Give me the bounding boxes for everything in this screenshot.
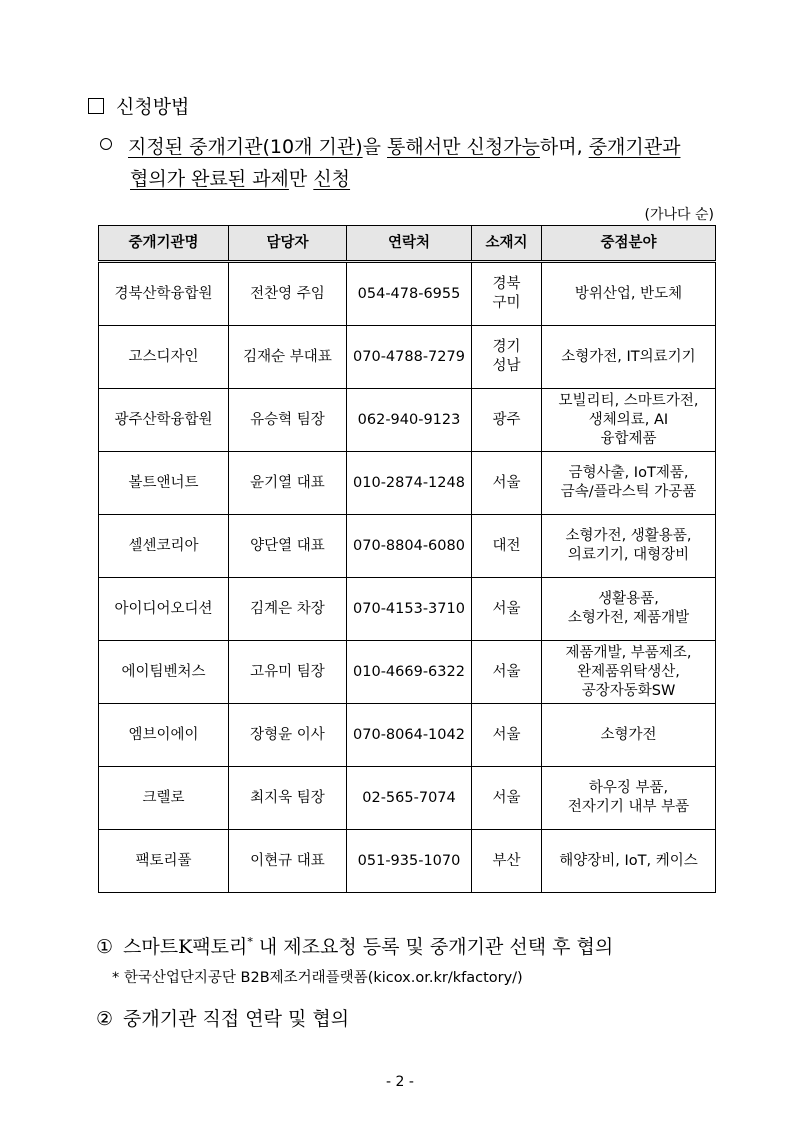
cell-location xyxy=(472,389,542,452)
location-line: 서울 xyxy=(492,474,521,491)
bullet-text-apply: 신청 xyxy=(313,168,351,190)
cell-focus-area xyxy=(542,767,716,830)
cell-contact-person: 이현규 대표 xyxy=(229,830,347,893)
cell-contact-person: 윤기열 대표 xyxy=(229,452,347,515)
header-agency-name: 중개기관명 xyxy=(99,226,229,262)
focus-line: 하우징 부품, xyxy=(588,780,669,796)
table-row xyxy=(99,704,716,767)
section-title-text: 신청방법 xyxy=(116,96,190,118)
header-focus-area: 중점분야 xyxy=(542,226,716,262)
cell-location xyxy=(472,830,542,893)
table-row xyxy=(99,452,716,515)
focus-line: 완제품위탁생산, xyxy=(577,663,680,680)
focus-line: 생체의료, AI xyxy=(588,411,669,428)
step-1-text: 내 제조요청 등록 및 중개기관 선택 후 협의 xyxy=(252,936,614,958)
cell-phone: 010-4669-6322 xyxy=(347,641,472,704)
focus-line: 방위산업, 반도체 xyxy=(574,285,683,302)
cell-focus-area xyxy=(542,641,716,704)
table-row xyxy=(99,830,716,893)
cell-location xyxy=(472,641,542,704)
table-row xyxy=(99,262,716,326)
location-line: 서울 xyxy=(492,600,521,617)
focus-line: 금형사출, IoT제품, xyxy=(568,465,689,481)
cell-agency-name: 경북산학융합원 xyxy=(99,262,229,326)
focus-line: 소형가전, 생활용품, xyxy=(565,528,692,544)
cell-agency-name: 에이팀벤처스 xyxy=(99,641,229,704)
table-row xyxy=(99,515,716,578)
location-line: 경북 xyxy=(492,276,521,292)
header-contact-person: 담당자 xyxy=(229,226,347,262)
cell-phone: 070-4788-7279 xyxy=(347,326,472,389)
cell-agency-name: 팩토리풀 xyxy=(99,830,229,893)
location-line: 서울 xyxy=(492,663,521,680)
bullet-line-2 xyxy=(130,164,350,191)
cell-location xyxy=(472,262,542,326)
cell-agency-name: 크렐로 xyxy=(99,767,229,830)
cell-location xyxy=(472,515,542,578)
cell-location xyxy=(472,578,542,641)
focus-line: 전자기기 내부 부품 xyxy=(567,799,690,815)
cell-phone: 062-940-9123 xyxy=(347,389,472,452)
cell-contact-person: 김계은 차장 xyxy=(229,578,347,641)
location-line: 구미 xyxy=(492,295,521,311)
circle-bullet-icon xyxy=(100,138,112,150)
cell-phone: 051-935-1070 xyxy=(347,830,472,893)
table-row xyxy=(99,767,716,830)
agency-table xyxy=(98,225,716,893)
step-1-number: ① xyxy=(96,936,114,958)
table-row xyxy=(99,389,716,452)
cell-focus-area xyxy=(542,452,716,515)
cell-focus-area xyxy=(542,389,716,452)
cell-agency-name: 엠브이에이 xyxy=(99,704,229,767)
step-1-footnote: * 한국산업단지공단 B2B제조거래플랫폼(kicox.or.kr/kfactory/) xyxy=(112,970,523,986)
focus-line: 소형가전, 제품개발 xyxy=(567,610,690,626)
cell-focus-area xyxy=(542,704,716,767)
cell-phone: 070-8064-1042 xyxy=(347,704,472,767)
step-2-text: 중개기관 직접 연락 및 협의 xyxy=(123,1008,350,1030)
cell-phone: 054-478-6955 xyxy=(347,262,472,326)
cell-contact-person: 최지욱 팀장 xyxy=(229,767,347,830)
focus-line: 금속/플라스틱 가공품 xyxy=(560,484,697,500)
focus-line: 소형가전 xyxy=(600,726,657,743)
step-2-number: ② xyxy=(96,1008,114,1030)
cell-agency-name: 광주산학융합원 xyxy=(99,389,229,452)
location-line: 부산 xyxy=(492,852,521,869)
cell-phone: 02-565-7074 xyxy=(347,767,472,830)
step-1-platform: 스마트K팩토리 xyxy=(123,936,248,958)
bullet-text-particle: 을 xyxy=(362,136,388,158)
location-line: 경기 xyxy=(492,339,521,355)
cell-agency-name: 볼트앤너트 xyxy=(99,452,229,515)
cell-focus-area xyxy=(542,262,716,326)
cell-focus-area xyxy=(542,515,716,578)
table-row xyxy=(99,641,716,704)
focus-line: 제품개발, 부품제조, xyxy=(565,644,692,661)
focus-line: 융합제품 xyxy=(600,430,657,447)
step-1-footnote-mark: * xyxy=(247,935,253,949)
checkbox-square-icon xyxy=(88,98,104,114)
header-location: 소재지 xyxy=(472,226,542,262)
cell-agency-name: 아이디어오디션 xyxy=(99,578,229,641)
cell-contact-person: 전찬영 주임 xyxy=(229,262,347,326)
cell-location xyxy=(472,704,542,767)
cell-agency-name: 고스디자인 xyxy=(99,326,229,389)
cell-phone: 010-2874-1248 xyxy=(347,452,472,515)
cell-location xyxy=(472,326,542,389)
cell-phone: 070-4153-3710 xyxy=(347,578,472,641)
step-2 xyxy=(96,1004,349,1031)
cell-location xyxy=(472,452,542,515)
location-line: 서울 xyxy=(492,726,521,743)
focus-line: 모빌리티, 스마트가전, xyxy=(558,392,699,409)
cell-contact-person: 고유미 팀장 xyxy=(229,641,347,704)
location-line: 서울 xyxy=(492,789,521,806)
location-line: 대전 xyxy=(492,537,521,554)
cell-focus-area xyxy=(542,578,716,641)
section-title xyxy=(88,92,189,119)
step-1 xyxy=(96,932,613,959)
page-number: - 2 - xyxy=(386,1074,414,1090)
bullet-line-1 xyxy=(100,132,680,159)
cell-focus-area xyxy=(542,326,716,389)
cell-phone: 070-8804-6080 xyxy=(347,515,472,578)
focus-line: 생활용품, xyxy=(598,591,659,607)
cell-agency-name: 셀센코리아 xyxy=(99,515,229,578)
focus-line: 해양장비, IoT, 케이스 xyxy=(559,852,698,869)
bullet-text-with-agency: 중개기관과 xyxy=(588,136,681,158)
table-row xyxy=(99,578,716,641)
sort-note: (가나다 순) xyxy=(644,207,714,223)
cell-contact-person: 장형윤 이사 xyxy=(229,704,347,767)
bullet-text-consulted-project: 협의가 완료된 과제 xyxy=(130,168,289,190)
table-header-row xyxy=(99,226,716,262)
bullet-text-connector: 하며, xyxy=(539,136,589,158)
cell-contact-person: 유승혁 팀장 xyxy=(229,389,347,452)
location-line: 광주 xyxy=(492,411,521,428)
table-row xyxy=(99,326,716,389)
bullet-text-only: 만 xyxy=(288,168,314,190)
cell-location xyxy=(472,767,542,830)
header-phone: 연락처 xyxy=(347,226,472,262)
focus-line: 소형가전, IT의료기기 xyxy=(561,348,696,365)
location-line: 성남 xyxy=(492,358,521,374)
focus-line: 공장자동화SW xyxy=(581,682,676,699)
focus-line: 의료기기, 대형장비 xyxy=(567,547,690,563)
bullet-text-apply-only-via: 통해서만 신청가능 xyxy=(387,136,540,158)
cell-contact-person: 김재순 부대표 xyxy=(229,326,347,389)
cell-focus-area xyxy=(542,830,716,893)
bullet-text-designated-agencies: 지정된 중개기관(10개 기관) xyxy=(128,136,363,158)
cell-contact-person: 양단열 대표 xyxy=(229,515,347,578)
